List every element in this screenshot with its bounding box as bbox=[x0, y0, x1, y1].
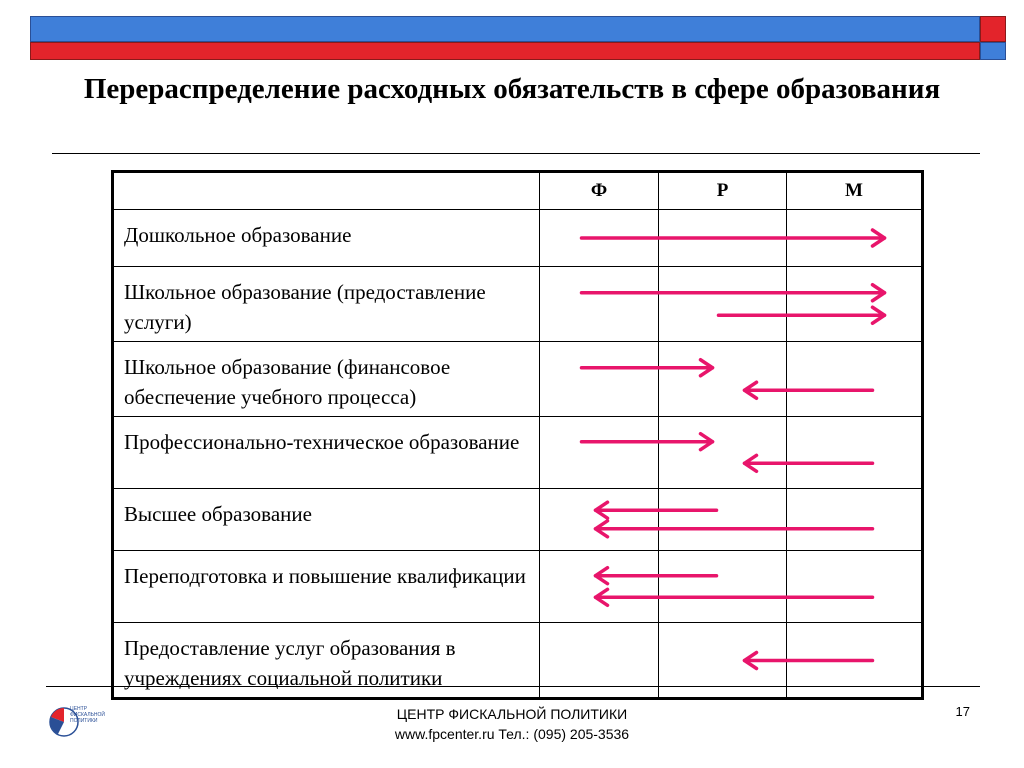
table-row bbox=[113, 342, 923, 417]
row-label: Профессионально-техническое образование bbox=[113, 417, 540, 489]
cell-r bbox=[659, 489, 787, 551]
cell-m bbox=[787, 267, 923, 342]
cell-f bbox=[540, 342, 659, 417]
table-row bbox=[113, 551, 923, 623]
row-label: Дошкольное образование bbox=[113, 210, 540, 267]
footer-org-name: ЦЕНТР ФИСКАЛЬНОЙ ПОЛИТИКИ bbox=[396, 706, 628, 722]
header-cell-municipal: М bbox=[787, 172, 923, 210]
page-number: 17 bbox=[955, 704, 970, 719]
table-row bbox=[113, 267, 923, 342]
table-row bbox=[113, 210, 923, 267]
cell-f bbox=[540, 267, 659, 342]
row-label: Переподготовка и повышение квалификации bbox=[113, 551, 540, 623]
cell-f bbox=[540, 417, 659, 489]
table-row bbox=[113, 489, 923, 551]
table-row bbox=[113, 417, 923, 489]
table-header-row bbox=[113, 172, 923, 210]
row-label: Высшее образование bbox=[113, 489, 540, 551]
cell-m bbox=[787, 210, 923, 267]
cell-f bbox=[540, 210, 659, 267]
fpcenter-logo bbox=[48, 700, 118, 744]
cell-r bbox=[659, 417, 787, 489]
cell-r bbox=[659, 267, 787, 342]
header-blue-stripe bbox=[30, 16, 980, 42]
cell-f bbox=[540, 551, 659, 623]
header-red-square bbox=[980, 16, 1006, 42]
cell-r bbox=[659, 551, 787, 623]
logo-circle-icon bbox=[48, 700, 118, 744]
row-label: Предоставление услуг образования в учреждениях социальной политики bbox=[113, 623, 540, 699]
cell-m bbox=[787, 551, 923, 623]
footer-contact-line: www.fpcenter.ru Тел.: (095) 205-3536 bbox=[394, 726, 630, 742]
cell-r bbox=[659, 342, 787, 417]
footer-contacts bbox=[312, 704, 712, 744]
cell-m bbox=[787, 489, 923, 551]
decorative-header-bar bbox=[0, 0, 1024, 62]
cell-m bbox=[787, 417, 923, 489]
cell-m bbox=[787, 623, 923, 699]
slide-title: Перераспределение расходных обязательств в сфере образования bbox=[83, 73, 941, 105]
title-divider bbox=[52, 153, 980, 154]
header-cell-federal: Ф bbox=[540, 172, 659, 210]
header-cell-regional: Р bbox=[659, 172, 787, 210]
header-red-stripe bbox=[30, 42, 980, 60]
footer-divider bbox=[46, 686, 980, 687]
logo-text-line-1: ЦЕНТР bbox=[70, 706, 88, 712]
logo-text-line-2: ФИСКАЛЬНОЙ bbox=[70, 712, 106, 718]
cell-f bbox=[540, 489, 659, 551]
row-label: Школьное образование (финансовое обеспечение учебного процесса) bbox=[113, 342, 540, 417]
cell-r bbox=[659, 210, 787, 267]
cell-r bbox=[659, 623, 787, 699]
cell-m bbox=[787, 342, 923, 417]
header-blue-square bbox=[980, 42, 1006, 60]
logo-text-line-3: ПОЛИТИКИ bbox=[70, 718, 98, 724]
header-cell-empty bbox=[113, 172, 540, 210]
table-row bbox=[113, 623, 923, 699]
row-label: Школьное образование (предоставление услуги) bbox=[113, 267, 540, 342]
cell-f bbox=[540, 623, 659, 699]
responsibility-table bbox=[111, 170, 924, 700]
